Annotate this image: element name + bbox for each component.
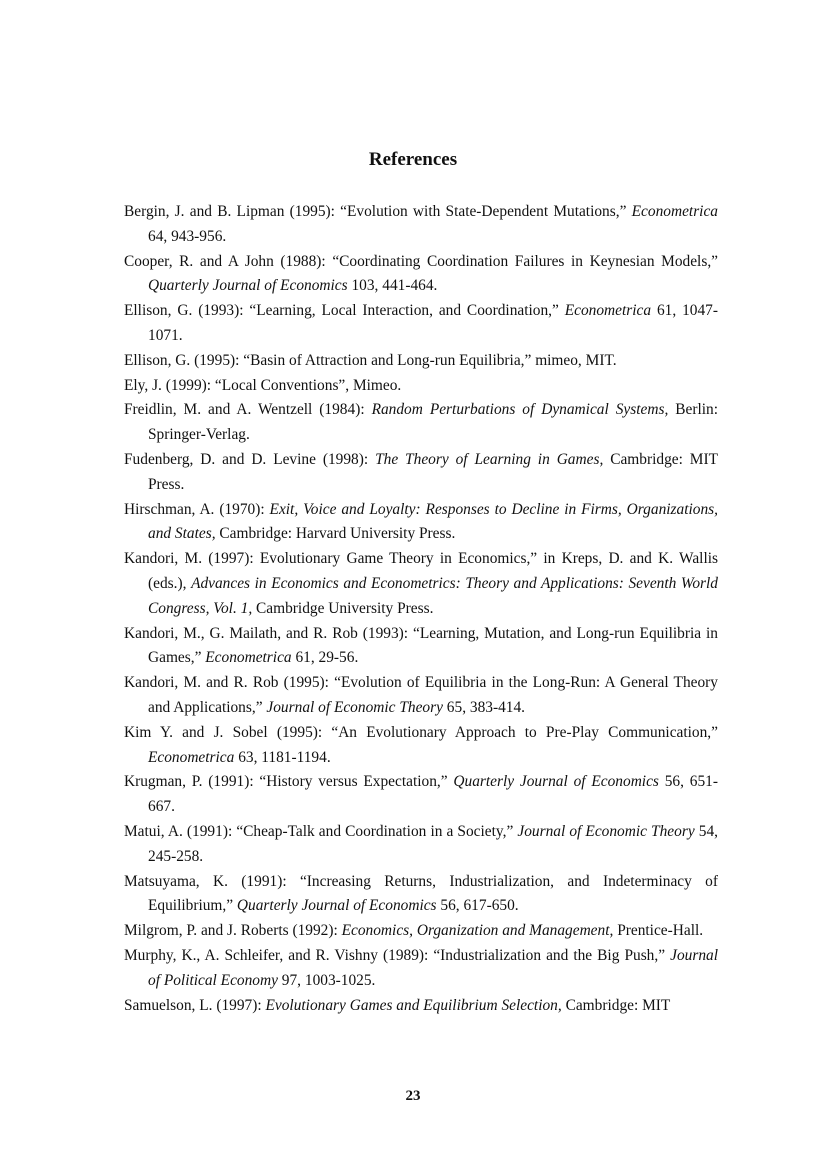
ref-italic: Journal of Economic Theory: [266, 698, 443, 716]
reference-item: [124, 299, 718, 349]
ref-text: Cooper, R. and A John (1988): “Coordinating Coordination Failures in Keynesian Models,”: [124, 252, 718, 270]
ref-italic: Quarterly Journal of Economics: [148, 277, 348, 295]
ref-italic: Economics, Organization and Management,: [341, 922, 614, 940]
ref-italic: Journal of Political Economy: [148, 946, 718, 989]
ref-text: 63, 1181-1194.: [234, 748, 331, 766]
ref-italic: The Theory of Learning in Games,: [375, 450, 604, 468]
ref-text: Fudenberg, D. and D. Levine (1998):: [124, 450, 376, 468]
reference-item: [124, 870, 718, 920]
ref-text: Matsuyama, K. (1991): “Increasing Returns, Industrialization, and Indeterminacy of Equilibrium,”: [124, 872, 718, 915]
ref-text: Ellison, G. (1995): “Basin of Attraction and Long-run Equilibria,” mimeo, MIT.: [124, 351, 617, 369]
reference-item: [124, 671, 718, 721]
ref-text: 103, 441-464.: [347, 277, 438, 295]
reference-item: [124, 622, 718, 672]
ref-text: 65, 383-414.: [442, 698, 526, 716]
ref-text: Bergin, J. and B. Lipman (1995): “Evolution with State-Dependent Mutations,”: [124, 203, 632, 220]
reference-item: [124, 820, 718, 870]
ref-text: Kandori, M. and R. Rob (1995): “Evolution of Equilibria in the Long-Run: A General Theory and Applications,”: [124, 674, 718, 716]
reference-item: [124, 721, 718, 771]
ref-text: Cambridge: Harvard University Press.: [215, 525, 456, 543]
ref-text: 64, 943-956.: [148, 227, 227, 245]
reference-item: [124, 994, 718, 1019]
ref-italic: Econometrica: [631, 203, 718, 220]
ref-text: Krugman, P. (1991): “History versus Expectation,”: [124, 773, 454, 791]
ref-italic: Econometrica: [205, 649, 292, 667]
ref-italic: Evolutionary Games and Equilibrium Selection,: [265, 996, 562, 1014]
reference-item: [124, 770, 718, 820]
reference-item: [124, 448, 718, 498]
ref-italic: Exit, Voice and Loyalty: Responses to Decline in Firms, Organizations, and States,: [148, 500, 719, 543]
reference-item: [124, 919, 718, 944]
ref-italic: Advances in Economics and Econometrics: Theory and Applications: Seventh World Congress, Vol. 1,: [148, 574, 718, 617]
ref-italic: Journal of Economic Theory: [517, 822, 695, 840]
ref-italic: Random Perturbations of Dynamical Systems,: [371, 401, 669, 419]
page-number: 23: [405, 1088, 421, 1104]
reference-item: [124, 547, 718, 621]
reference-item: [124, 398, 718, 448]
ref-text: Kandori, M., G. Mailath, and R. Rob (1993): “Learning, Mutation, and Long-run Equilibria in Games,”: [124, 624, 718, 667]
ref-italic: Quarterly Journal of Economics: [453, 773, 659, 791]
ref-text: Kandori, M. (1997): Evolutionary Game Theory in Economics,” in Kreps, D. and K. Wallis (eds.),: [124, 550, 718, 592]
ref-text: Ellison, G. (1993): “Learning, Local Interaction, and Coordination,”: [124, 302, 565, 320]
ref-text: 97, 1003-1025.: [277, 971, 376, 989]
ref-italic: Quarterly Journal of Economics: [236, 897, 437, 915]
ref-text: Hirschman, A. (1970):: [124, 500, 270, 518]
ref-text: 61, 1047-1071.: [148, 302, 718, 344]
ref-text: Murphy, K., A. Schleifer, and R. Vishny (1989): “Industrialization and the Big Push,”: [124, 946, 671, 964]
ref-text: Cambridge: MIT Press.: [148, 450, 718, 493]
reference-item: [124, 349, 718, 374]
ref-text: 61, 29-56.: [291, 649, 359, 667]
ref-text: 56, 651-667.: [148, 773, 718, 816]
ref-text: Prentice-Hall.: [613, 922, 704, 940]
reference-item: [124, 498, 718, 548]
reference-item: [124, 944, 718, 994]
ref-text: Berlin: Springer-Verlag.: [148, 401, 719, 444]
reference-item: [124, 374, 718, 399]
references-heading: References: [368, 149, 458, 170]
ref-text: Cambridge University Press.: [252, 599, 434, 617]
ref-italic: Econometrica: [564, 302, 652, 320]
reference-list: [124, 200, 718, 1018]
ref-text: 56, 617-650.: [436, 897, 519, 915]
ref-text: Ely, J. (1999): “Local Conventions”, Mimeo.: [124, 376, 402, 394]
ref-text: Milgrom, P. and J. Roberts (1992):: [124, 922, 342, 940]
ref-italic: Econometrica: [148, 748, 235, 766]
ref-text: Kim Y. and J. Sobel (1995): “An Evolutionary Approach to Pre-Play Communication,”: [124, 723, 718, 741]
ref-text: Cambridge: MIT: [561, 996, 671, 1014]
reference-item: [124, 250, 718, 300]
ref-text: Freidlin, M. and A. Wentzell (1984):: [124, 401, 372, 419]
reference-item: [124, 200, 718, 250]
ref-text: Matui, A. (1991): “Cheap-Talk and Coordination in a Society,”: [124, 822, 518, 840]
ref-text: 54, 245-258.: [148, 822, 718, 865]
ref-text: Samuelson, L. (1997):: [124, 996, 266, 1014]
